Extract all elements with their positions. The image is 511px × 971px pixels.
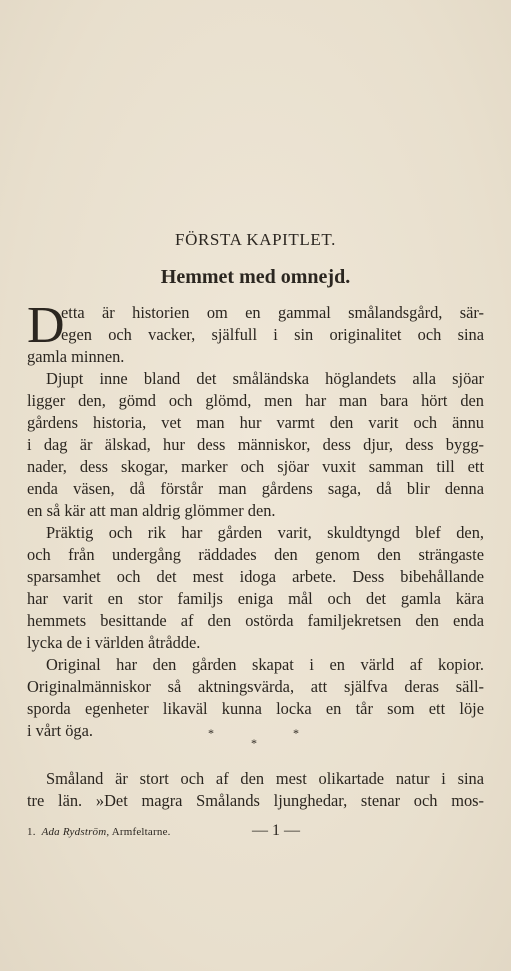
signature-author: Ada Rydström,	[41, 826, 110, 838]
text-line: gårdens historia, vet man hur varmt den varit och ännu	[27, 413, 484, 432]
text-line: tre län. »Det magra Smålands ljunghedar, stenar och mos-	[27, 791, 484, 810]
text-line: sporda egenheter likaväl kunna locka en tår som ett löje	[27, 699, 484, 718]
asterisk: *	[293, 726, 299, 740]
page-footer	[27, 822, 484, 842]
text-line: lycka de i världen åtrådde.	[27, 633, 201, 652]
paragraph-2	[27, 368, 484, 522]
text-line: sparsamhet och det mest idoga arbete. Dess bibehållande	[27, 567, 484, 586]
text-line: etta är historien om en gammal smålandsgård, sär-	[61, 303, 484, 322]
asterism	[0, 726, 511, 756]
text-line: hemmets besittande af den ostörda familjekretsen den enda	[27, 611, 484, 630]
chapter-title: Hemmet med omnejd.	[160, 266, 351, 288]
text-line: ligger den, gömd och glömd, men har man bara hört den	[27, 391, 484, 410]
body-text	[27, 297, 484, 742]
text-line: i dag är älskad, hur dess människor, dess djur, dess bygg-	[27, 435, 484, 454]
signature-mark	[27, 826, 171, 838]
asterisk: *	[251, 736, 257, 750]
text-line: har varit en stor familjs eniga mål och det gamla kära	[27, 589, 484, 608]
paragraph-3	[27, 522, 484, 654]
text-line: enda väsen, då förstår man gårdens saga, då blir denna	[27, 479, 484, 498]
text-line: i vårt öga.	[27, 721, 93, 740]
text-line: Präktig och rik har gården varit, skuldtyngd blef den,	[46, 523, 484, 542]
text-line: egen och vacker, själfull i sin originalitet och sina	[61, 325, 484, 344]
paragraph-5	[27, 768, 484, 812]
text-line: en så kär att man aldrig glömmer den.	[27, 501, 276, 520]
text-line: och från undergång räddades den genom den strängaste	[27, 545, 484, 564]
text-line: Originalmänniskor så aktningsvärda, att själfva deras säll-	[27, 677, 484, 696]
paragraph-1	[27, 297, 484, 368]
page-number: — 1 —	[252, 822, 300, 839]
text-line: gamla minnen.	[27, 347, 125, 366]
chapter-heading: FÖRSTA KAPITLET.	[175, 230, 336, 249]
signature-title: Armfeltarne.	[111, 826, 171, 838]
drop-cap: D	[27, 297, 65, 354]
text-line: nader, dess skogar, marker och sjöar vuxit samman till ett	[27, 457, 484, 476]
text-line: Original har den gården skapat i en värld af kopior.	[46, 655, 484, 674]
signature-number: 1.	[27, 826, 36, 838]
text-line: Småland är stort och af den mest olikartade natur i sina	[46, 769, 484, 788]
asterisk: *	[208, 726, 214, 740]
text-line: Djupt inne bland det småländska höglandets alla sjöar	[46, 369, 484, 388]
